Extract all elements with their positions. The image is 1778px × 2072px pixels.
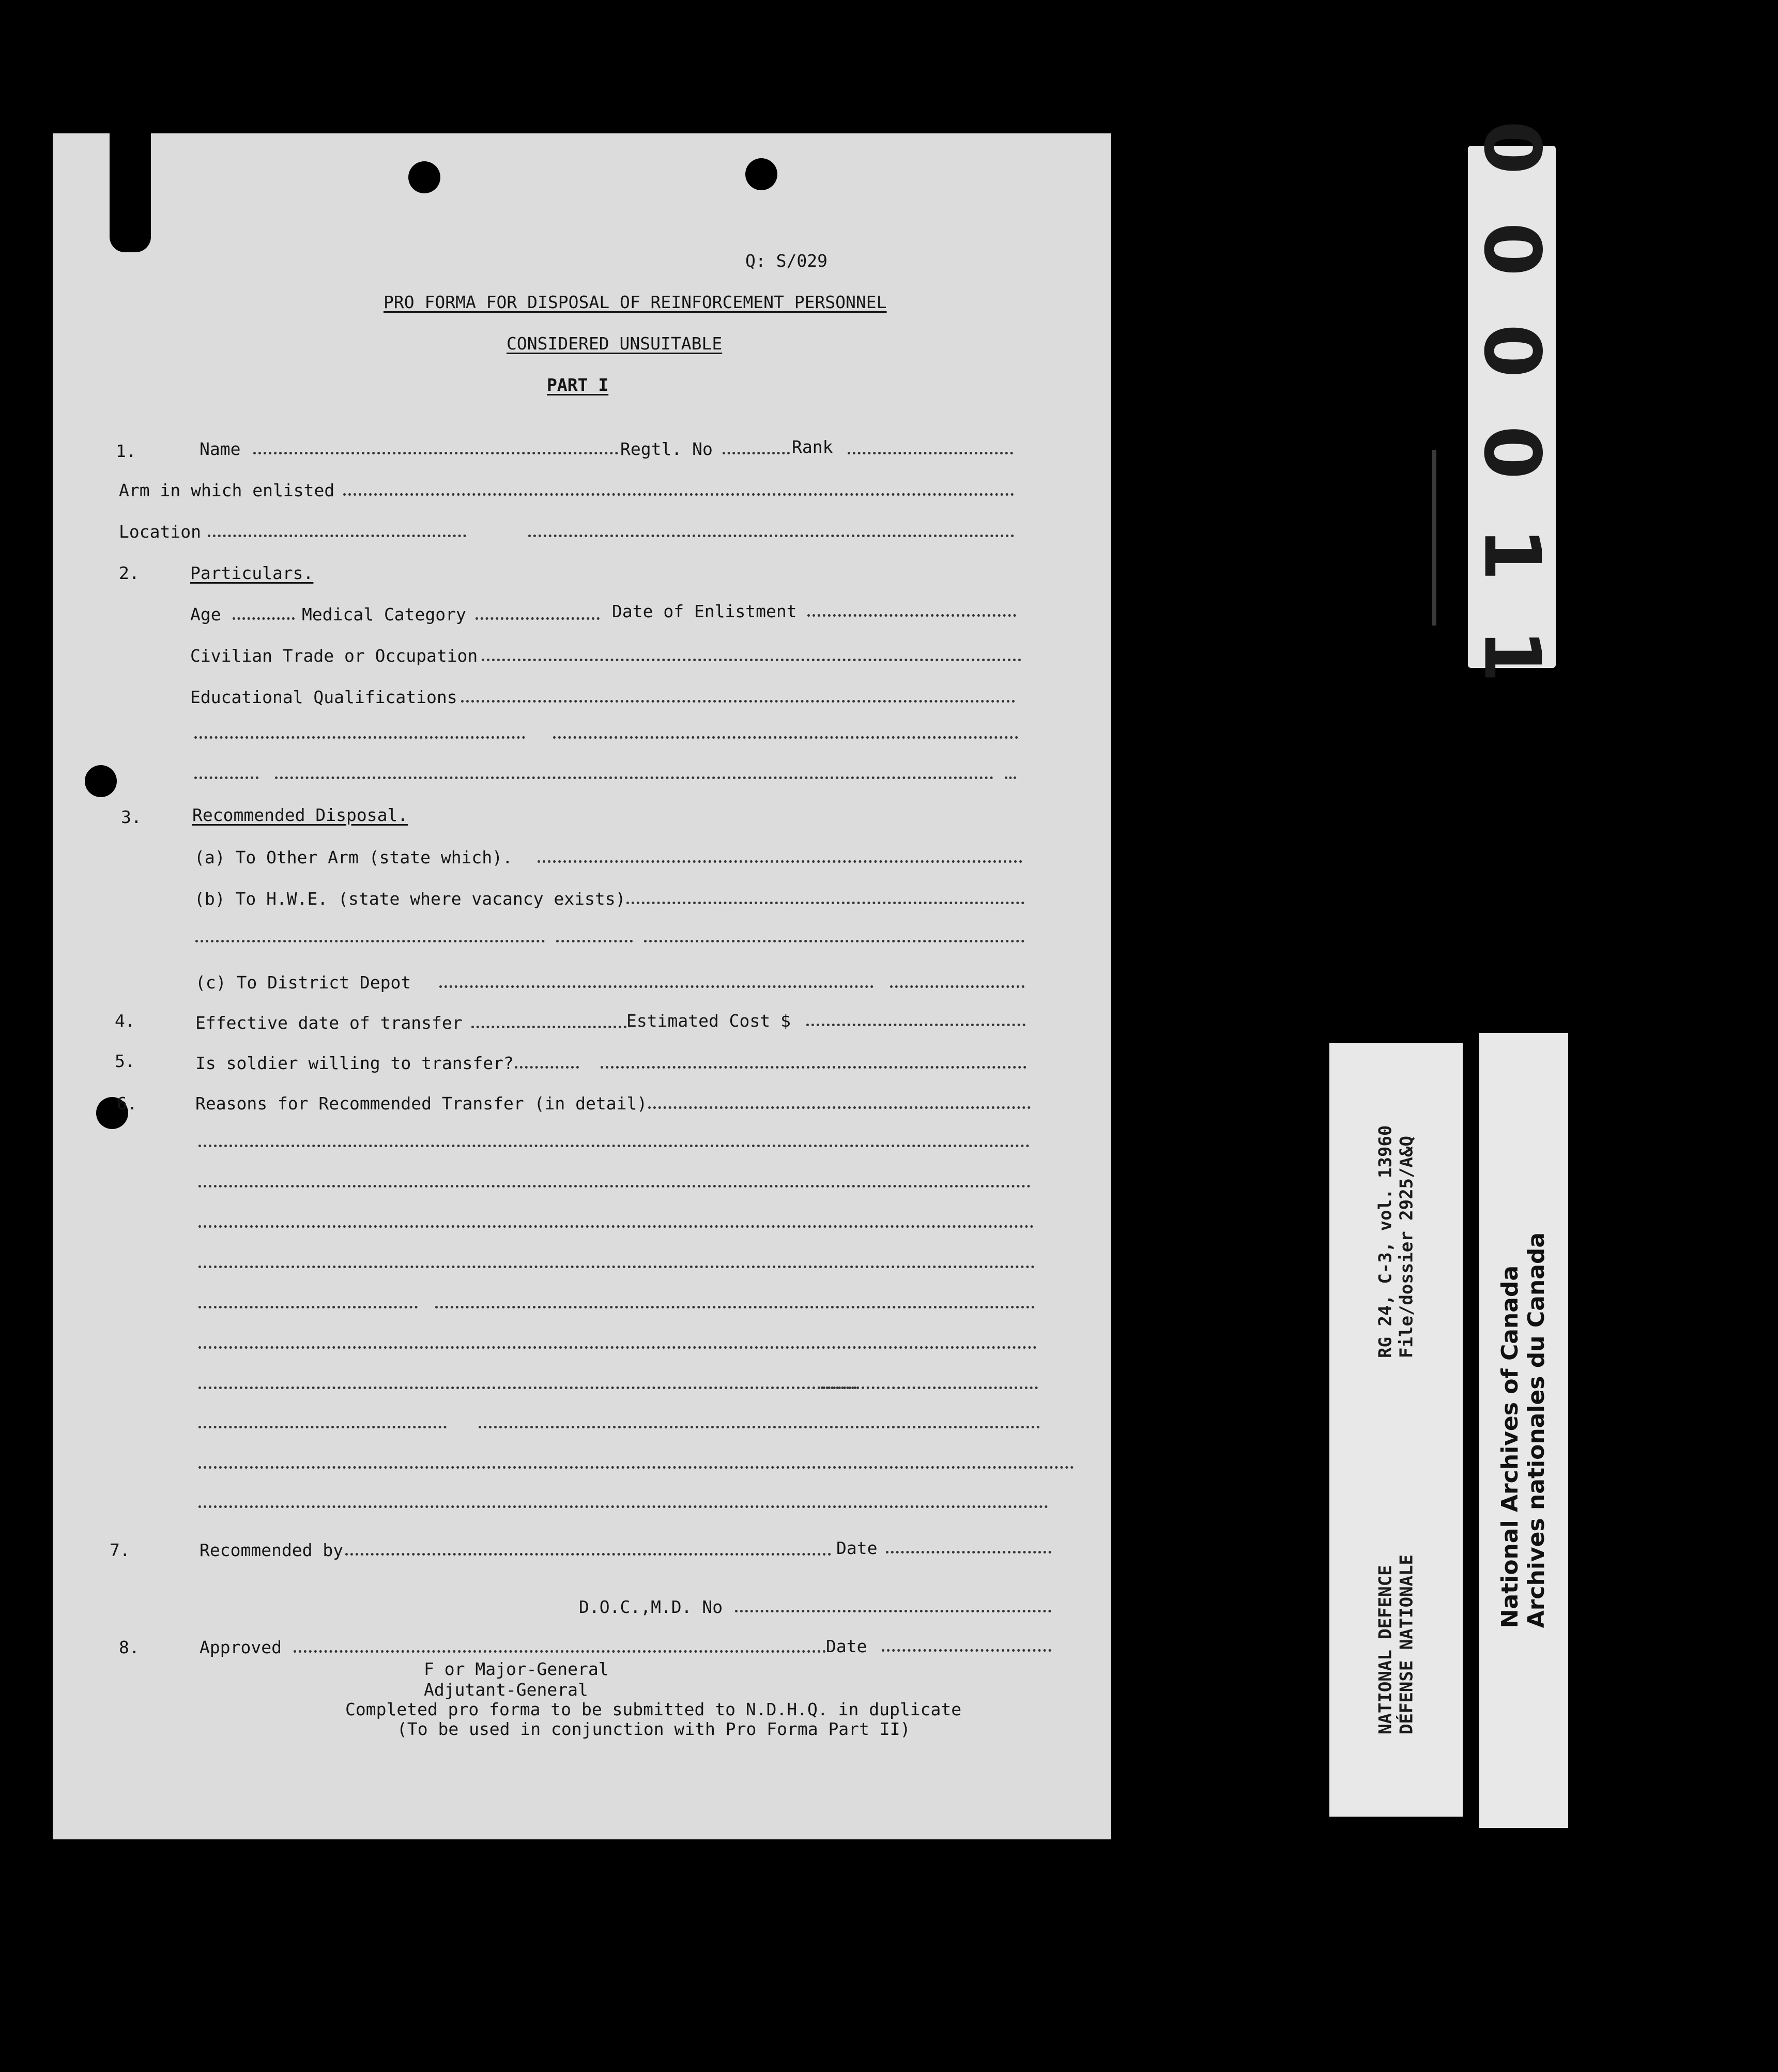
reasons-line-5a[interactable]: [198, 1306, 418, 1308]
effective-date-field[interactable]: [471, 1026, 626, 1028]
form-page: [53, 133, 1111, 1839]
willing-transfer-field-2[interactable]: [601, 1066, 1026, 1069]
department-stamp: [1329, 1043, 1463, 1817]
reasons-line-10[interactable]: [198, 1505, 1048, 1508]
estimated-cost-label: Estimated Cost $: [626, 1011, 791, 1031]
name-field[interactable]: [253, 452, 618, 454]
frame-number: 0 0 0 0 1 1: [1467, 120, 1557, 693]
punch-hole-left-upper: [85, 765, 117, 797]
location-field-2[interactable]: [528, 535, 1014, 537]
date-label: Date: [836, 1538, 878, 1558]
frame-number-tag: [1467, 120, 1557, 693]
approved-label: Approved: [200, 1637, 282, 1657]
record-group-ref: RG 24, C-3, vol. 13960: [1375, 1125, 1396, 1359]
rank-label: Rank: [792, 437, 833, 457]
arm-label: Arm in which enlisted: [119, 480, 335, 500]
effective-date-label: Effective date of transfer: [195, 1013, 463, 1033]
for-major-general: F or Major-General: [424, 1659, 609, 1679]
item-4-number: 4.: [115, 1011, 135, 1031]
item-5-number: 5.: [115, 1051, 135, 1071]
medical-category-label: Medical Category: [302, 604, 466, 624]
adjutant-general: Adjutant-General: [424, 1680, 588, 1700]
dept-line-2: DÉFENSE NATIONALE: [1396, 1555, 1417, 1735]
option-c-field-2[interactable]: [890, 985, 1024, 988]
arm-field[interactable]: [343, 493, 1014, 496]
reasons-line-9[interactable]: [198, 1466, 1074, 1469]
regtl-no-label: Regtl. No: [620, 439, 713, 459]
education-line-2a[interactable]: [194, 736, 525, 739]
location-field[interactable]: [208, 535, 466, 537]
education-line-3a[interactable]: [194, 776, 258, 779]
doc-md-label: D.O.C.,M.D. No: [579, 1597, 723, 1617]
item-1-number: 1.: [116, 441, 136, 461]
date-enlistment-label: Date of Enlistment: [612, 601, 797, 621]
medical-category-field[interactable]: [476, 617, 600, 620]
recommended-disposal-label: Recommended Disposal.: [192, 805, 408, 825]
education-line-2b[interactable]: [553, 736, 1018, 739]
reasons-label: Reasons for Recommended Transfer (in detail): [195, 1093, 648, 1114]
reasons-line-7b[interactable]: [821, 1387, 1038, 1389]
reasons-line-3[interactable]: [198, 1225, 1034, 1228]
option-a-label: (a) To Other Arm (state which).: [194, 847, 513, 867]
punch-hole-top-left: [408, 161, 440, 193]
option-c-label: (c) To District Depot: [195, 972, 411, 993]
form-title-line2: CONSIDERED UNSUITABLE: [507, 333, 723, 354]
civilian-trade-label: Civilian Trade or Occupation: [190, 646, 478, 666]
item-7-number: 7.: [110, 1540, 130, 1560]
date-enlistment-field[interactable]: [807, 614, 1016, 617]
regtl-no-field[interactable]: [723, 452, 790, 454]
date-label-2: Date: [826, 1636, 867, 1656]
file-dossier-ref: File/dossier 2925/A&Q: [1396, 1136, 1417, 1359]
education-line-3c[interactable]: [1005, 776, 1016, 779]
reasons-line-2[interactable]: [198, 1185, 1031, 1187]
date-field[interactable]: [886, 1551, 1051, 1553]
punch-hole-top-right: [745, 158, 777, 190]
rank-field[interactable]: [848, 452, 1013, 454]
willing-transfer-field[interactable]: [515, 1066, 579, 1069]
particulars-label: Particulars.: [190, 563, 314, 583]
film-marker: [1432, 450, 1436, 626]
conjunction-note: (To be used in conjunction with Pro Forma Part II): [397, 1719, 911, 1739]
item-2-number: 2.: [119, 563, 140, 583]
option-c-field[interactable]: [439, 985, 873, 988]
archives-french: Archives nationales du Canada: [1523, 1232, 1550, 1628]
reasons-line-4[interactable]: [198, 1266, 1035, 1268]
doc-md-field[interactable]: [735, 1610, 1051, 1612]
recommended-by-field[interactable]: [345, 1553, 831, 1556]
item-6-number: 6.: [117, 1093, 137, 1114]
education-label: Educational Qualifications: [190, 687, 457, 707]
approved-field[interactable]: [294, 1650, 826, 1653]
education-line-3b[interactable]: [275, 776, 993, 779]
part-heading: PART I: [547, 375, 609, 395]
recommended-by-label: Recommended by: [200, 1540, 344, 1560]
reasons-line-8a[interactable]: [198, 1426, 447, 1428]
reasons-line-8b[interactable]: [479, 1426, 1040, 1428]
archives-stamp: [1479, 1033, 1568, 1828]
option-b-line-2b[interactable]: [556, 940, 633, 942]
reasons-line-7a[interactable]: [198, 1387, 857, 1389]
reasons-line-1[interactable]: [198, 1145, 1030, 1147]
date-field-2[interactable]: [882, 1649, 1051, 1652]
civilian-trade-field[interactable]: [482, 659, 1021, 661]
reasons-line-6[interactable]: [198, 1346, 1037, 1349]
submission-note: Completed pro forma to be submitted to N.D.H.Q. in duplicate: [345, 1699, 962, 1719]
option-b-field[interactable]: [626, 902, 1024, 904]
option-b-line-2c[interactable]: [644, 940, 1024, 942]
reasons-field[interactable]: [648, 1106, 1031, 1109]
age-field[interactable]: [233, 617, 295, 620]
name-label: Name: [200, 439, 241, 459]
reasons-line-5b[interactable]: [435, 1306, 1035, 1308]
estimated-cost-field[interactable]: [806, 1024, 1025, 1026]
education-field[interactable]: [461, 700, 1015, 703]
torn-corner: [110, 118, 151, 252]
form-title-line1: PRO FORMA FOR DISPOSAL OF REINFORCEMENT PERSONNEL: [384, 292, 887, 312]
dept-line-1: NATIONAL DEFENCE: [1375, 1565, 1396, 1735]
willing-transfer-label: Is soldier willing to transfer?: [195, 1053, 514, 1073]
option-a-field[interactable]: [538, 860, 1022, 863]
location-label: Location: [119, 522, 201, 542]
file-reference: Q: S/029: [745, 251, 827, 271]
item-8-number: 8.: [119, 1637, 140, 1657]
option-b-label: (b) To H.W.E. (state where vacancy exists): [194, 889, 626, 909]
option-b-line-2a[interactable]: [195, 940, 545, 942]
item-3-number: 3.: [121, 807, 142, 827]
archives-english: National Archives of Canada: [1497, 1266, 1524, 1628]
age-label: Age: [190, 604, 221, 624]
